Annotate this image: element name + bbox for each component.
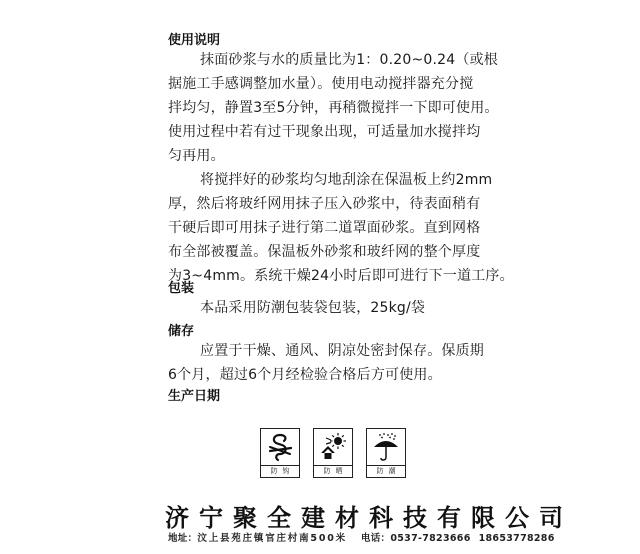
text-line: 为3~4mm。系统干燥24小时后即可进行下一道工序。 <box>168 268 514 284</box>
phone-value: 0537-7823666 <box>390 533 471 544</box>
text-line: 拌均匀，静置3至5分钟，再稍微搅拌一下即可使用。 <box>168 100 499 116</box>
section-title-storage: 储存 <box>168 324 195 339</box>
usage-paragraph <box>168 48 514 288</box>
text-line: 干硬后即可用抹子进行第二道罩面砂浆。直到网格 <box>168 220 481 236</box>
text-line: 本品采用防潮包装袋包装，25kg/袋 <box>200 300 426 316</box>
address-value: 汶上县苑庄镇官庄村南500米 <box>197 533 347 544</box>
sun-protection-icon <box>318 432 348 462</box>
moisture-protection-icon <box>371 432 401 462</box>
text-line: 使用过程中若有过干现象出现，可适量加水搅拌均 <box>168 124 481 140</box>
section-title-packaging: 包装 <box>168 281 195 296</box>
text-line: 应置于干燥、通风、阴凉处密封保存。保质期 <box>200 343 484 359</box>
symbol-label: 防钩 <box>270 467 295 475</box>
text-line: 匀再用。 <box>168 148 225 164</box>
symbol-keep-dry <box>366 428 406 478</box>
packaging-paragraph <box>168 296 425 320</box>
phone-label: 电话： <box>360 533 391 544</box>
symbol-label: 防潮 <box>376 467 401 475</box>
handling-symbols <box>260 428 406 478</box>
text-line: 厚，然后将玻纤网用抹子压入砂浆中，待表面稍有 <box>168 196 481 212</box>
contact-info <box>168 530 555 544</box>
text-line: 6个月，超过6个月经检验合格后方可使用。 <box>168 367 442 383</box>
text-line: 抹面砂浆与水的质量比为1：0.20~0.24（或根 <box>200 52 498 68</box>
storage-paragraph <box>168 339 484 387</box>
address-label: 地址： <box>168 533 198 544</box>
symbol-keep-from-sun <box>313 428 353 478</box>
symbol-label: 防晒 <box>323 467 348 475</box>
text-line: 布全部被覆盖。保温板外砂浆和玻纤网的整个厚度 <box>168 244 481 260</box>
mobile-value: 18653778286 <box>478 533 555 544</box>
symbol-no-hook <box>260 428 300 478</box>
section-title-usage: 使用说明 <box>168 33 221 48</box>
section-title-production-date: 生产日期 <box>168 389 221 404</box>
hook-prohibited-icon <box>266 432 294 462</box>
text-line: 将搅拌好的砂浆均匀地刮涂在保温板上约2mm <box>200 172 493 188</box>
text-line: 据施工手感调整加水量）。使用电动搅拌器充分搅 <box>168 76 474 92</box>
company-name: 济宁聚全建材科技有限公司 <box>165 504 573 532</box>
